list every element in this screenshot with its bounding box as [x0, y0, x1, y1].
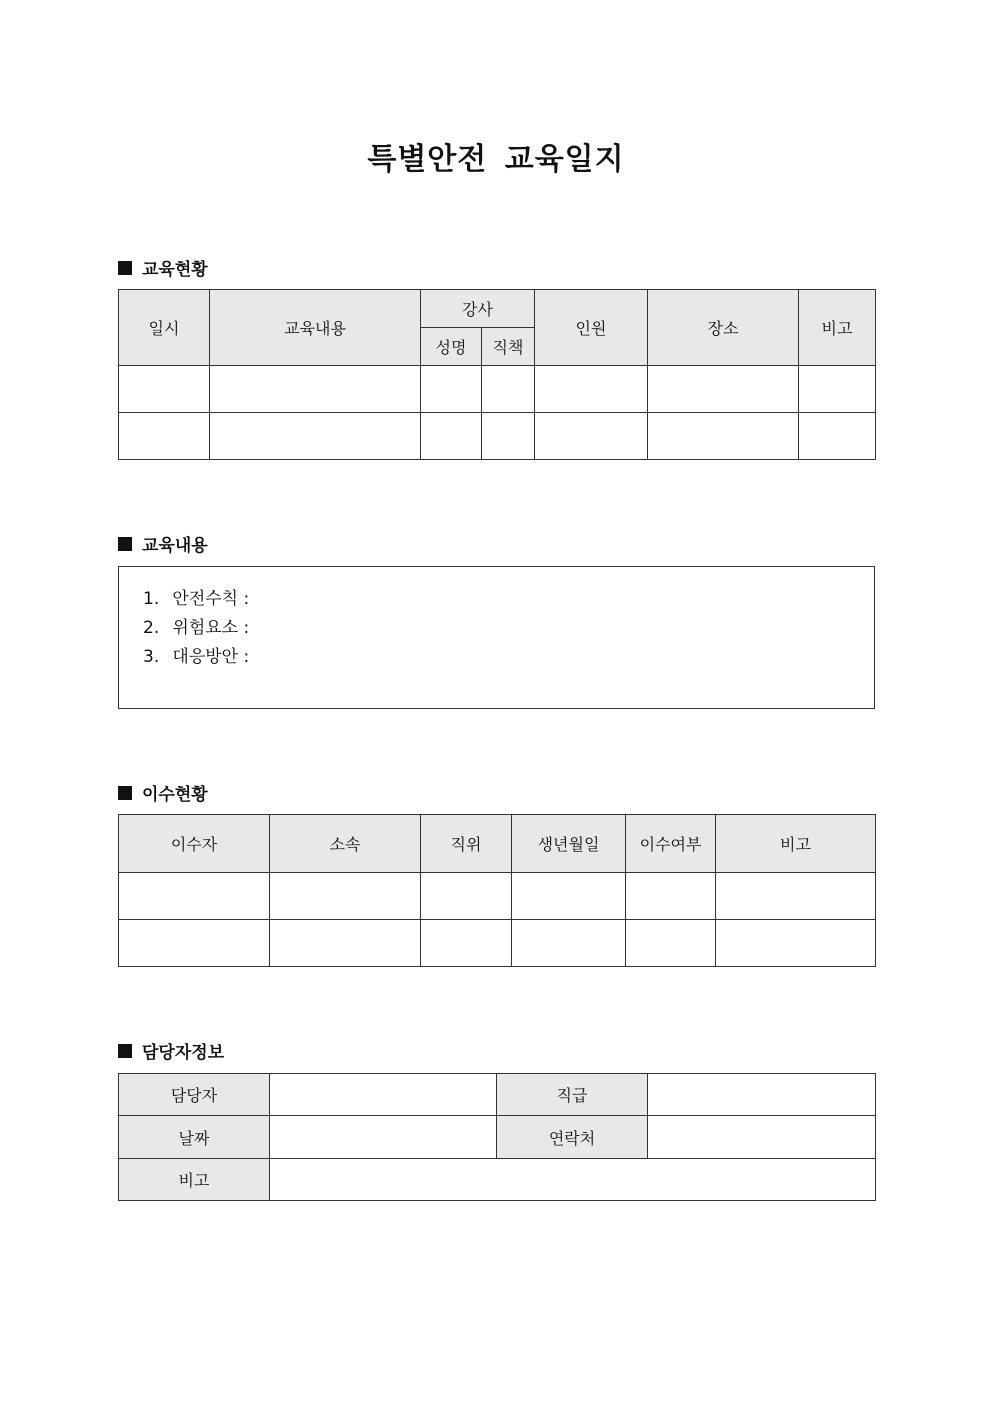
instructor-position-cell[interactable] — [482, 366, 535, 413]
affiliation-cell[interactable] — [270, 920, 421, 967]
manager-info-table — [118, 1073, 876, 1201]
header-date: 일시 — [119, 290, 210, 366]
label-manager: 담당자 — [119, 1074, 270, 1116]
list-item — [143, 585, 874, 614]
list-label: 안전수칙 : — [172, 589, 250, 609]
section-heading-completion — [118, 780, 208, 805]
list-label: 위험요소 : — [172, 618, 250, 638]
page-title: 특별안전 교육일지 — [367, 142, 625, 177]
header-headcount: 인원 — [535, 290, 648, 366]
list-item — [143, 643, 874, 672]
table-row — [119, 413, 876, 460]
header-remarks: 비고 — [716, 815, 876, 873]
header-completed: 이수여부 — [626, 815, 716, 873]
header-content: 교육내용 — [210, 290, 421, 366]
manager-value-cell[interactable] — [270, 1074, 497, 1116]
section-heading-content — [118, 531, 208, 556]
headcount-cell[interactable] — [535, 413, 648, 460]
square-bullet-icon — [118, 1044, 132, 1058]
date-value-cell[interactable] — [270, 1116, 497, 1159]
instructor-name-cell[interactable] — [421, 413, 482, 460]
birthdate-cell[interactable] — [512, 920, 626, 967]
location-cell[interactable] — [648, 413, 799, 460]
completed-cell[interactable] — [626, 920, 716, 967]
list-number: 3. — [143, 647, 160, 667]
header-instructor-name: 성명 — [421, 328, 482, 366]
content-cell[interactable] — [210, 366, 421, 413]
header-location: 장소 — [648, 290, 799, 366]
education-content-box[interactable] — [118, 566, 875, 709]
header-remarks: 비고 — [799, 290, 876, 366]
section-heading-status — [118, 255, 208, 280]
header-instructor: 강사 — [421, 290, 535, 328]
location-cell[interactable] — [648, 366, 799, 413]
list-number: 1. — [143, 589, 160, 609]
table-row — [119, 920, 876, 967]
square-bullet-icon — [118, 261, 132, 275]
affiliation-cell[interactable] — [270, 873, 421, 920]
date-cell[interactable] — [119, 413, 210, 460]
content-cell[interactable] — [210, 413, 421, 460]
square-bullet-icon — [118, 537, 132, 551]
instructor-name-cell[interactable] — [421, 366, 482, 413]
header-trainee: 이수자 — [119, 815, 270, 873]
birthdate-cell[interactable] — [512, 873, 626, 920]
remarks-cell[interactable] — [799, 413, 876, 460]
position-cell[interactable] — [421, 920, 512, 967]
completed-cell[interactable] — [626, 873, 716, 920]
list-label: 대응방안 : — [172, 647, 250, 667]
instructor-position-cell[interactable] — [482, 413, 535, 460]
section-heading-label: 교육내용 — [142, 536, 208, 556]
remarks-cell[interactable] — [716, 873, 876, 920]
section-heading-label: 이수현황 — [142, 785, 208, 805]
remarks-cell[interactable] — [799, 366, 876, 413]
trainee-cell[interactable] — [119, 920, 270, 967]
header-birthdate: 생년월일 — [512, 815, 626, 873]
rank-value-cell[interactable] — [648, 1074, 876, 1116]
label-rank: 직급 — [497, 1074, 648, 1116]
remarks-cell[interactable] — [716, 920, 876, 967]
header-instructor-position: 직책 — [482, 328, 535, 366]
header-affiliation: 소속 — [270, 815, 421, 873]
label-remarks: 비고 — [119, 1159, 270, 1201]
label-date: 날짜 — [119, 1116, 270, 1159]
remarks-value-cell[interactable] — [270, 1159, 876, 1201]
square-bullet-icon — [118, 786, 132, 800]
table-row — [119, 873, 876, 920]
section-heading-label: 교육현황 — [142, 260, 208, 280]
education-status-table — [118, 289, 876, 460]
date-cell[interactable] — [119, 366, 210, 413]
section-heading-label: 담당자정보 — [142, 1043, 225, 1063]
label-contact: 연락처 — [497, 1116, 648, 1159]
list-number: 2. — [143, 618, 160, 638]
completion-status-table — [118, 814, 876, 967]
header-position: 직위 — [421, 815, 512, 873]
trainee-cell[interactable] — [119, 873, 270, 920]
contact-value-cell[interactable] — [648, 1116, 876, 1159]
table-row — [119, 366, 876, 413]
content-list — [119, 567, 874, 672]
position-cell[interactable] — [421, 873, 512, 920]
list-item — [143, 614, 874, 643]
section-heading-manager — [118, 1038, 224, 1063]
headcount-cell[interactable] — [535, 366, 648, 413]
